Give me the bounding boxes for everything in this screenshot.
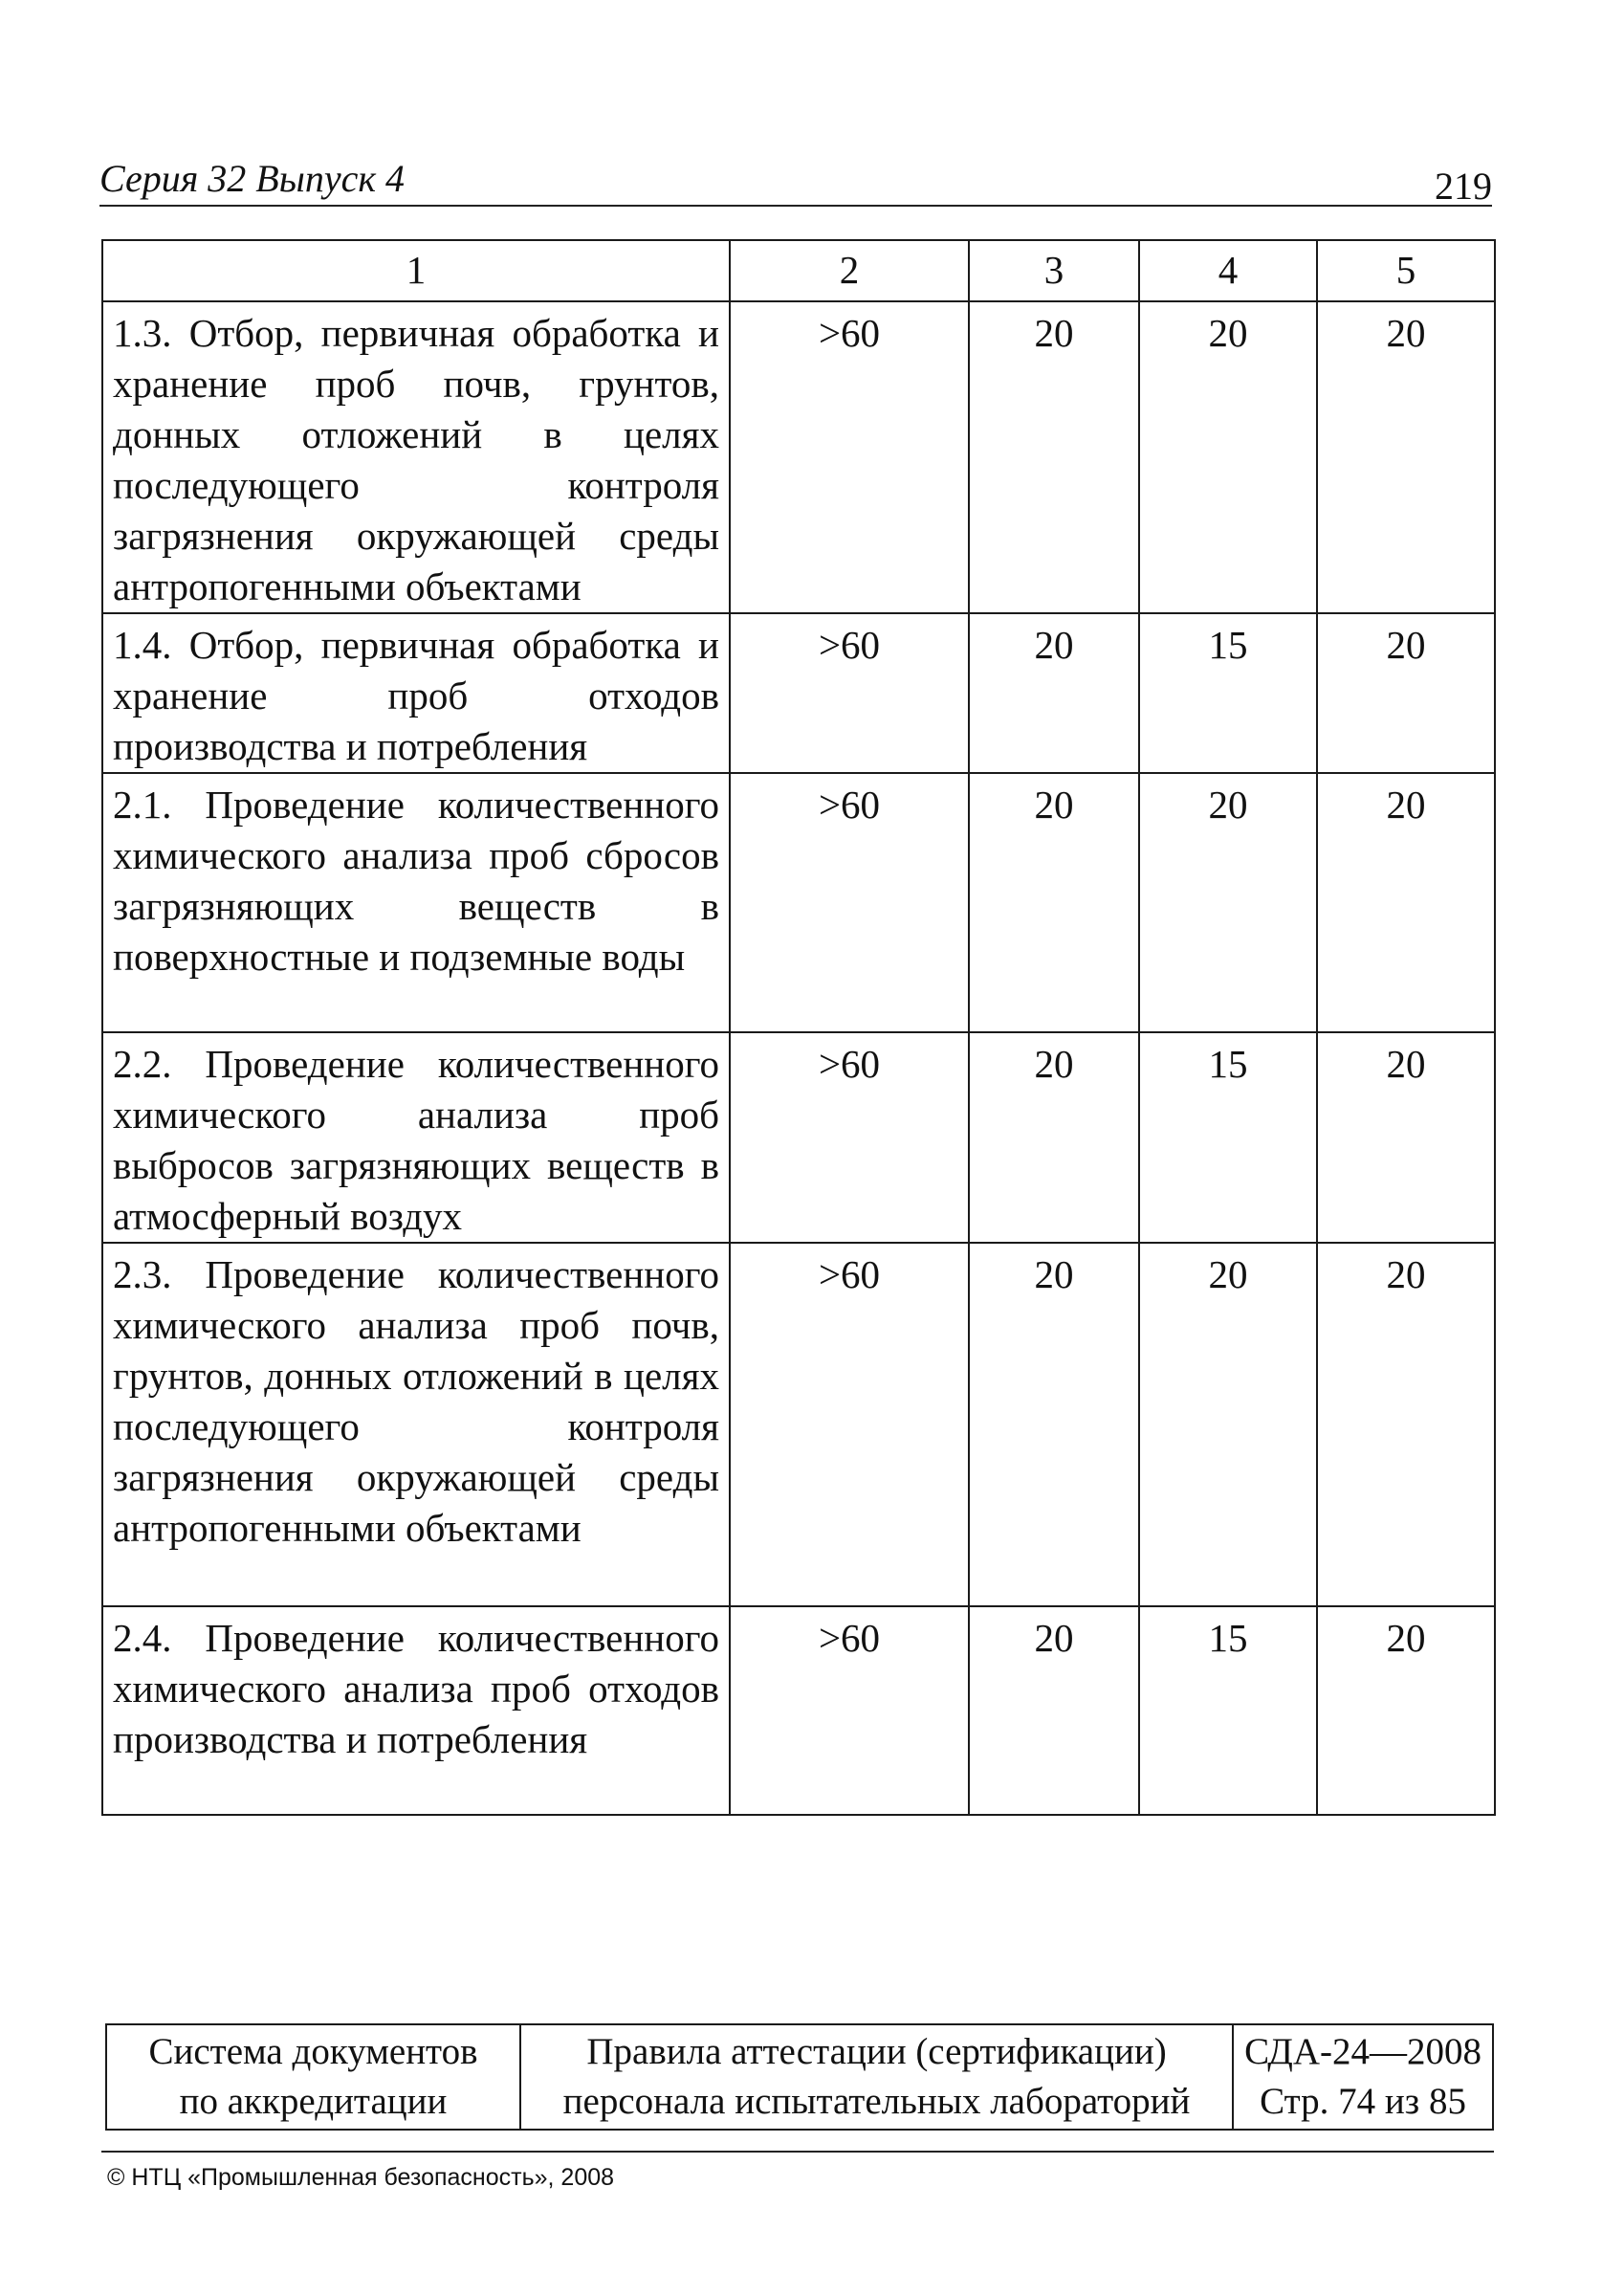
row-description: 2.4. Проведение количественного химического анализа проб отходов производства и потребления (102, 1606, 730, 1815)
row-description: 2.1. Проведение количественного химического анализа проб сбросов загрязняющих веществ в поверхностные и подземные воды (102, 773, 730, 1032)
cell-col3: 20 (969, 613, 1139, 773)
table-header-row (102, 240, 1495, 301)
cell-col5: 20 (1317, 1032, 1495, 1243)
table-row (102, 773, 1495, 1032)
column-header: 3 (969, 240, 1139, 301)
footer-system-cell (106, 2024, 520, 2130)
footer-rules-cell (520, 2024, 1233, 2130)
cell-col3: 20 (969, 1606, 1139, 1815)
table-row (102, 1032, 1495, 1243)
cell-col2: >60 (730, 1606, 969, 1815)
footer-system-line1: Система документов (148, 2031, 478, 2072)
cell-col5: 20 (1317, 613, 1495, 773)
footer-rules-line1: Правила аттестации (сертификации) (586, 2031, 1167, 2072)
column-header: 2 (730, 240, 969, 301)
requirements-table (101, 239, 1496, 1816)
copyright-text: © НТЦ «Промышленная безопасность», 2008 (107, 2164, 615, 2191)
table-row (102, 1243, 1495, 1606)
footer-code-cell (1233, 2024, 1493, 2130)
row-description: 1.4. Отбор, первичная обработка и хранение проб отходов производства и потребления (102, 613, 730, 773)
cell-col5: 20 (1317, 1243, 1495, 1606)
cell-col2: >60 (730, 773, 969, 1032)
page-of: Стр. 74 из 85 (1260, 2081, 1466, 2122)
cell-col3: 20 (969, 301, 1139, 613)
column-header: 5 (1317, 240, 1495, 301)
doc-code: СДА-24—2008 (1244, 2031, 1481, 2072)
table-row (102, 613, 1495, 773)
footer-system-line2: по аккредитации (179, 2081, 448, 2122)
cell-col2: >60 (730, 1243, 969, 1606)
cell-col4: 15 (1139, 613, 1317, 773)
cell-col5: 20 (1317, 301, 1495, 613)
row-description: 2.2. Проведение количественного химического анализа проб выбросов загрязняющих веществ в атмосферный воздух (102, 1032, 730, 1243)
cell-col4: 20 (1139, 773, 1317, 1032)
cell-col4: 15 (1139, 1032, 1317, 1243)
cell-col2: >60 (730, 613, 969, 773)
cell-col4: 20 (1139, 301, 1317, 613)
cell-col4: 15 (1139, 1606, 1317, 1815)
cell-col3: 20 (969, 1032, 1139, 1243)
cell-col5: 20 (1317, 773, 1495, 1032)
copyright-divider (101, 2151, 1494, 2153)
cell-col2: >60 (730, 301, 969, 613)
cell-col3: 20 (969, 773, 1139, 1032)
page-number: 219 (1435, 165, 1492, 208)
footer-rules-line2: персонала испытательных лабораторий (562, 2081, 1191, 2122)
series-title: Серия 32 Выпуск 4 (99, 157, 406, 200)
table-row (102, 301, 1495, 613)
cell-col3: 20 (969, 1243, 1139, 1606)
document-footer-table (105, 2023, 1494, 2131)
page-header (99, 151, 1492, 207)
column-header: 4 (1139, 240, 1317, 301)
row-description: 2.3. Проведение количественного химического анализа проб почв, грунтов, донных отложений в целях последующего контроля загрязнения окружающей среды антропогенными объектами (102, 1243, 730, 1606)
cell-col4: 20 (1139, 1243, 1317, 1606)
column-header: 1 (102, 240, 730, 301)
cell-col2: >60 (730, 1032, 969, 1243)
table-row (102, 1606, 1495, 1815)
cell-col5: 20 (1317, 1606, 1495, 1815)
row-description: 1.3. Отбор, первичная обработка и хранение проб почв, грунтов, донных отложений в целях последующего контроля загрязнения окружающей среды антропогенными объектами (102, 301, 730, 613)
